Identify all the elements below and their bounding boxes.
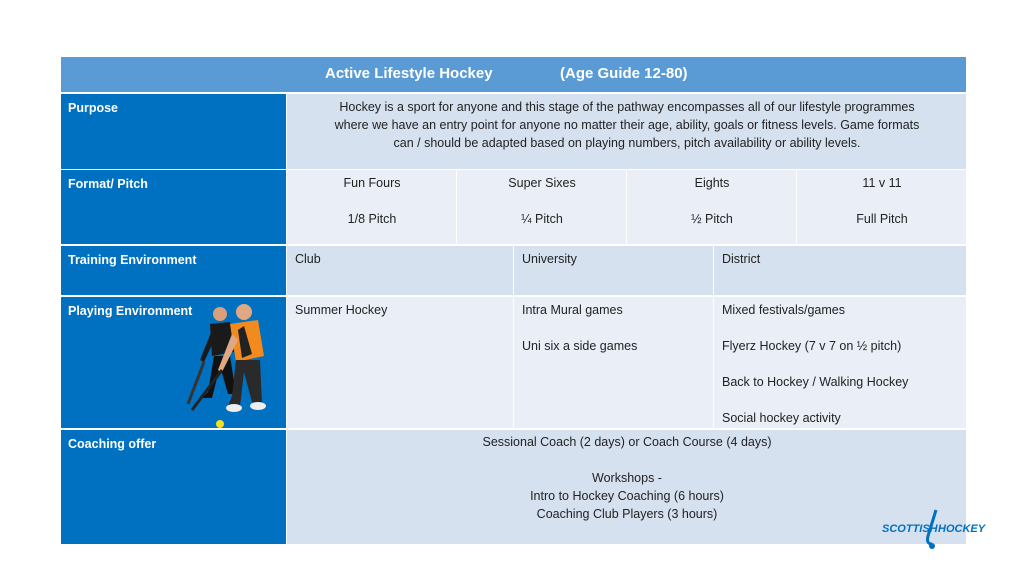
- playing-cell-1: [286, 297, 513, 428]
- table-header: [61, 57, 966, 92]
- header-age-guide: (Age Guide 12-80): [560, 65, 688, 82]
- scottish-hockey-logo: [880, 506, 990, 550]
- logo-text-hockey: HOCKEY: [938, 523, 986, 535]
- training-cell-university: [513, 246, 713, 295]
- playing-item: Intra Mural games: [522, 303, 623, 317]
- training-row: [61, 246, 966, 295]
- coaching-label: Coaching offer: [61, 430, 286, 544]
- training-club-text: Club: [295, 252, 321, 266]
- training-district-text: District: [722, 252, 761, 266]
- coaching-cell: [286, 430, 966, 544]
- playing-item: Uni six a side games: [522, 339, 638, 353]
- playing-item: Back to Hockey / Walking Hockey: [722, 375, 909, 389]
- format-pitch: ¼ Pitch: [521, 212, 563, 226]
- training-university-text: University: [522, 252, 577, 266]
- hockey-stick-logo-icon: [880, 506, 990, 550]
- playing-cell-2: [513, 297, 713, 428]
- hockey-players-image: [182, 300, 282, 430]
- purpose-line-2: where we have an entry point for anyone no matter their age, ability, goals or fitness levels. Game formats: [334, 118, 920, 132]
- header-title: Active Lifestyle Hockey: [325, 65, 493, 82]
- purpose-row: [61, 94, 966, 169]
- playing-label: Playing Environment: [61, 297, 286, 428]
- format-cell-super-sixes: [456, 170, 626, 244]
- format-row: [61, 170, 966, 244]
- training-cell-district: [713, 246, 966, 295]
- purpose-cell: [286, 94, 966, 169]
- playing-item: Flyerz Hockey (7 v 7 on ½ pitch): [722, 339, 902, 353]
- coaching-line-3: Intro to Hockey Coaching (6 hours): [530, 489, 724, 503]
- coaching-line-1: Sessional Coach (2 days) or Coach Course (4 days): [482, 435, 772, 449]
- purpose-label: Purpose: [61, 94, 286, 169]
- format-label: Format/ Pitch: [61, 170, 286, 244]
- coaching-line-4: Coaching Club Players (3 hours): [536, 507, 718, 521]
- playing-item: Social hockey activity: [722, 411, 841, 425]
- format-cell-11v11: [796, 170, 966, 244]
- training-cell-club: [286, 246, 513, 295]
- format-cell-fun-fours: [286, 170, 456, 244]
- format-cell-eights: [626, 170, 796, 244]
- playing-item: Mixed festivals/games: [722, 303, 845, 317]
- purpose-line-3: can / should be adapted based on playing numbers, pitch availability or ability levels.: [393, 136, 861, 150]
- training-label: Training Environment: [61, 246, 286, 295]
- format-name: Fun Fours: [343, 176, 401, 190]
- format-pitch: Full Pitch: [856, 212, 908, 226]
- logo-text-scottish: SCOTTISH: [882, 523, 938, 535]
- format-name: 11 v 11: [862, 176, 902, 190]
- coaching-row: [61, 430, 966, 544]
- format-name: Super Sixes: [508, 176, 576, 190]
- playing-item: Summer Hockey: [295, 303, 388, 317]
- coaching-line-2: Workshops -: [592, 471, 662, 485]
- purpose-line-1: Hockey is a sport for anyone and this stage of the pathway encompasses all of our lifestyle programmes: [339, 100, 915, 114]
- format-name: Eights: [694, 176, 730, 190]
- playing-cell-3: [713, 297, 966, 428]
- format-pitch: 1/8 Pitch: [347, 212, 397, 226]
- format-pitch: ½ Pitch: [691, 212, 733, 226]
